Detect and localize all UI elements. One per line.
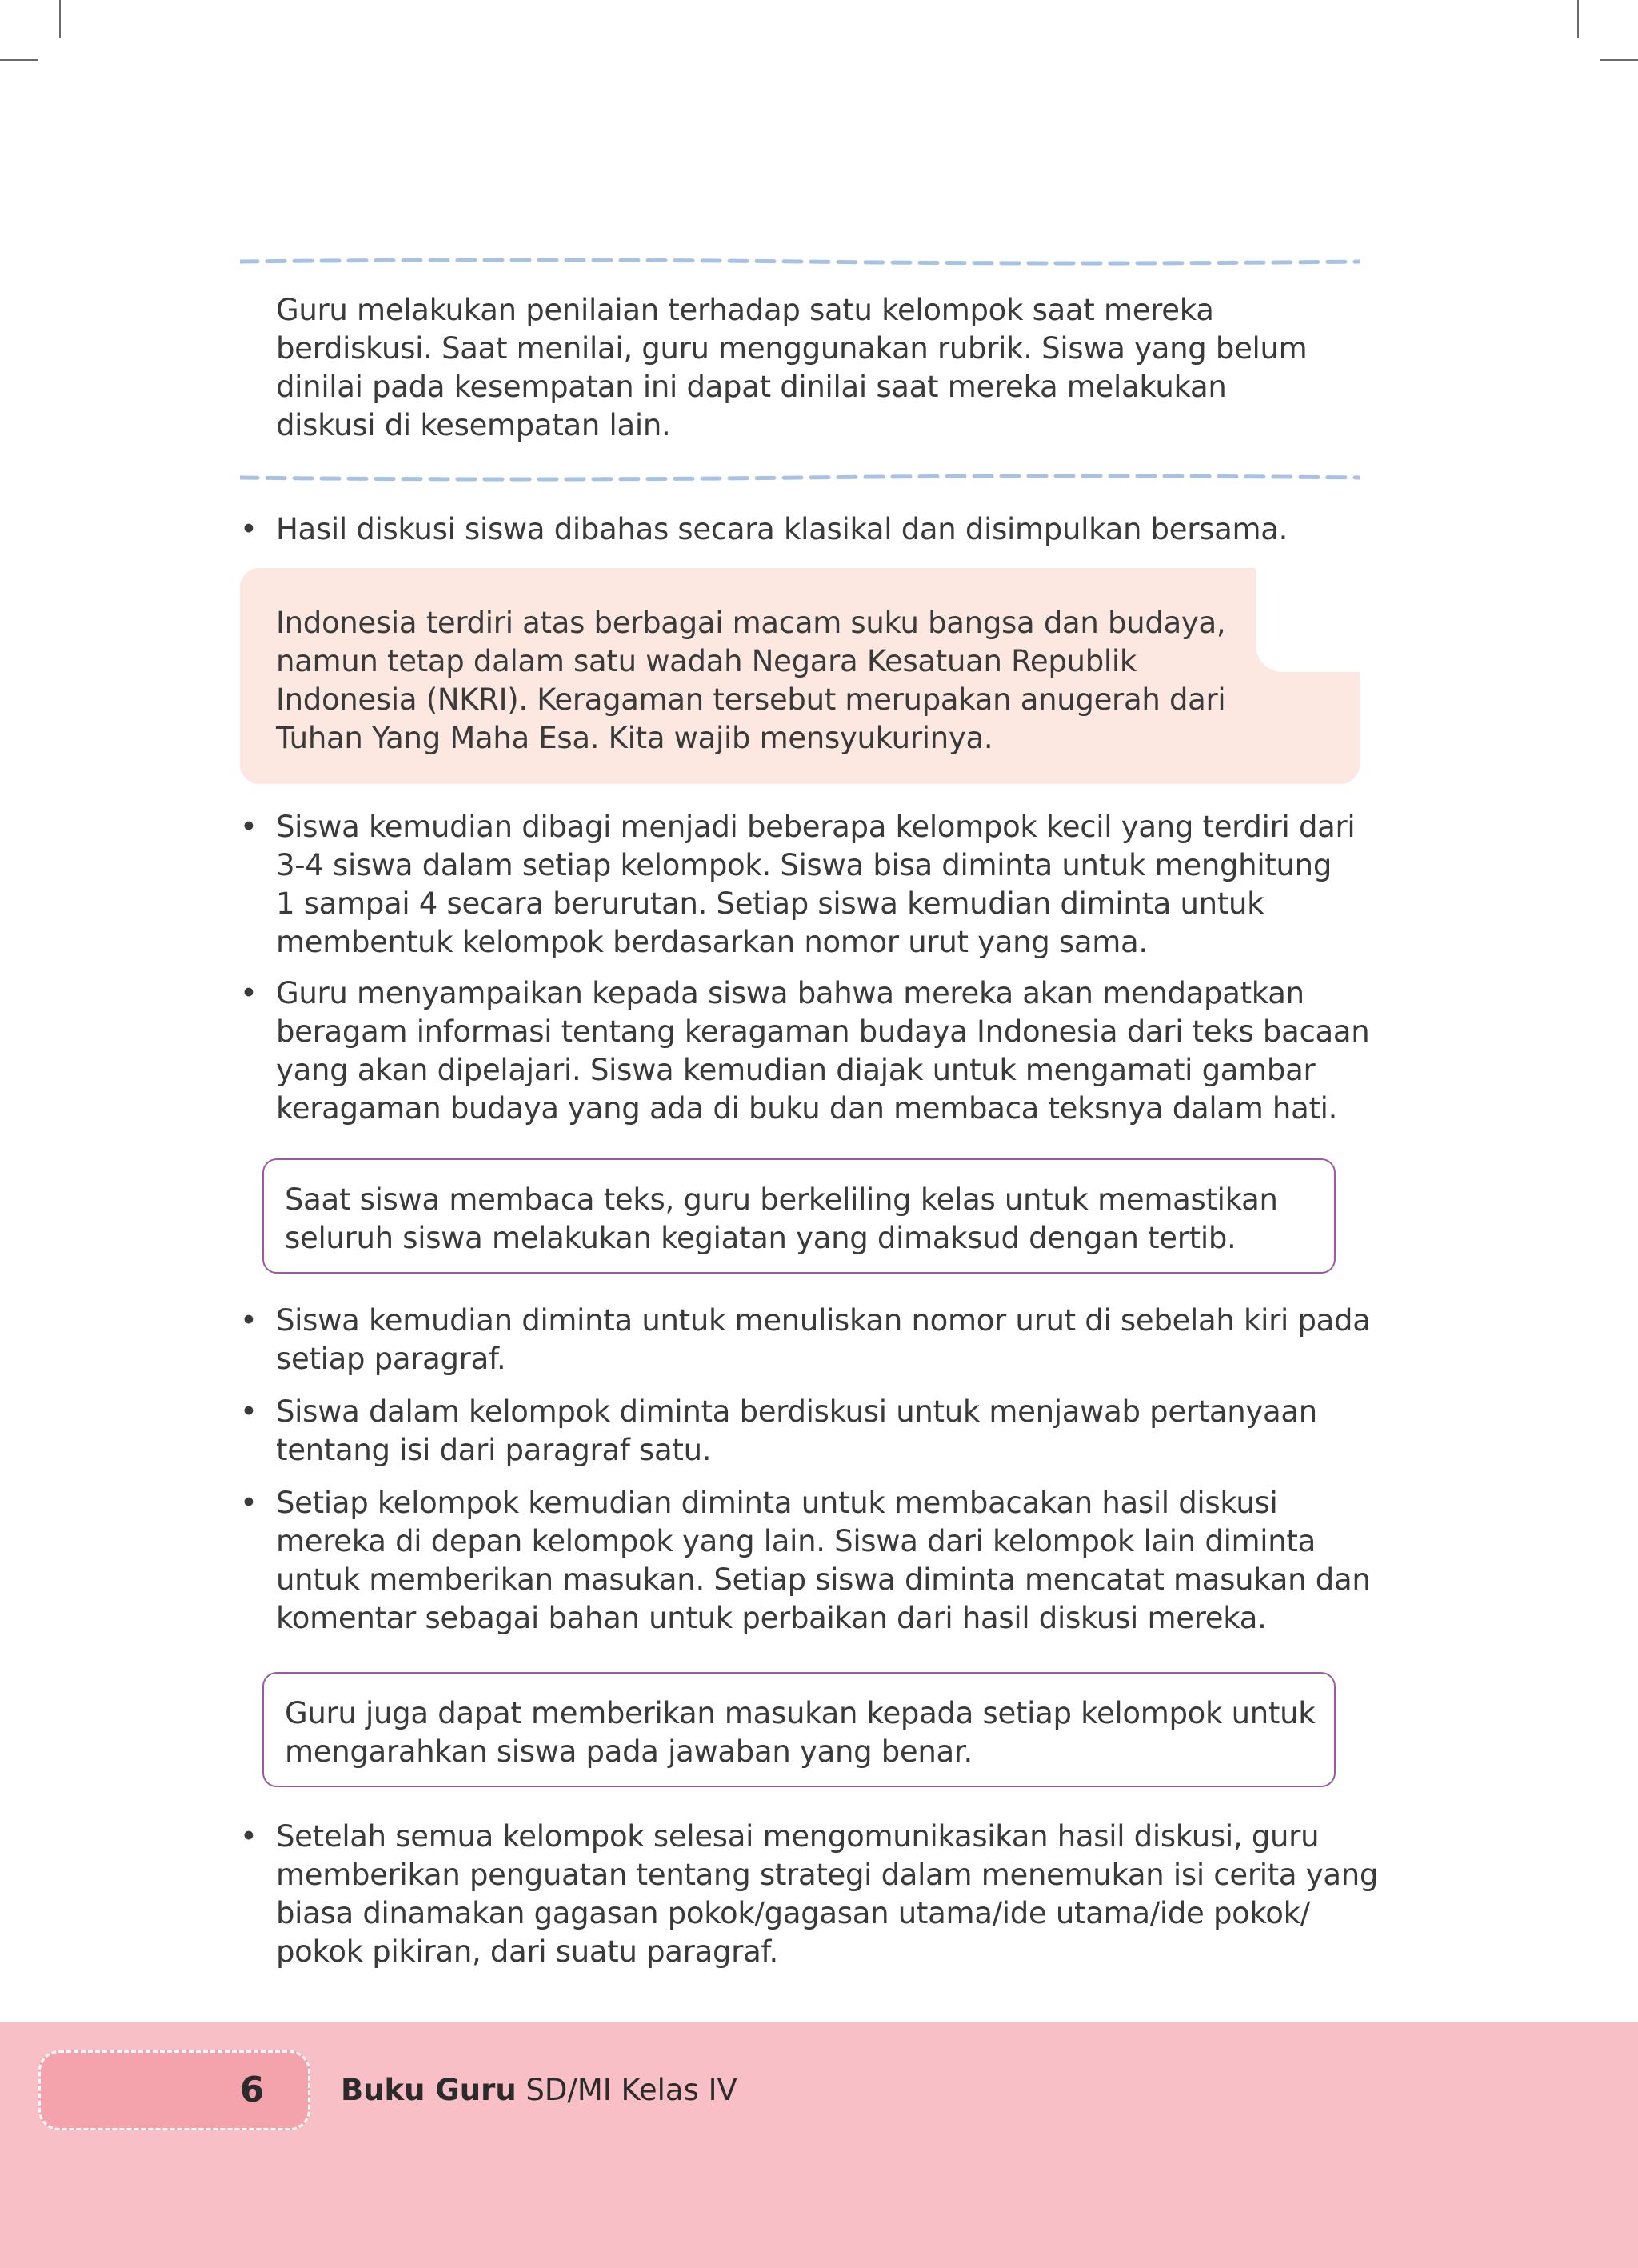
crop-mark <box>0 59 38 61</box>
list-item-text: Siswa dalam kelompok diminta berdiskusi untuk menjawab pertanyaan tentang isi dari paragraf satu. <box>276 1394 1317 1467</box>
bullet-icon: • <box>240 1303 258 1338</box>
book-title-rest: SD/MI Kelas IV <box>516 2073 737 2107</box>
list-item-text: Siswa kemudian dibagi menjadi beberapa kelompok kecil yang terdiri dari 3-4 siswa dalam setiap kelompok. Siswa bisa diminta untuk menghitung 1 sampai 4 secara berurutan. Setiap siswa kemudian diminta untuk membentuk kelompok berdasarkan nomor urut yang sama. <box>276 810 1356 959</box>
page-number: 6 <box>239 2070 265 2110</box>
list-item-text: Guru menyampaikan kepada siswa bahwa mereka akan mendapatkan beragam informasi tentang keragaman budaya Indonesia dari teks bacaan yang akan dipelajari. Siswa kemudian diajak untuk mengamati gambar keragaman budaya yang ada di buku dan membaca teksnya dalam hati. <box>276 976 1370 1126</box>
bullet-icon: • <box>240 512 258 546</box>
highlight-text: Indonesia terdiri atas berbagai macam suku bangsa dan budaya, namun tetap dalam satu wadah Negara Kesatuan Republik Indonesia (NKRI). Keragaman tersebut merupakan anugerah dari Tuhan Yang Maha Esa. Kita wajib mensyukurinya. <box>276 606 1226 755</box>
bullet-icon: • <box>240 810 258 844</box>
book-title-bold: Buku Guru <box>341 2073 517 2107</box>
crop-mark <box>59 0 61 38</box>
bullet-icon: • <box>240 1819 258 1854</box>
assessment-note: Guru melakukan penilaian terhadap satu kelompok saat mereka berdiskusi. Saat menilai, guru menggunakan rubrik. Siswa yang belum dinilai pada kesempatan ini dapat dinilai saat mereka melakukan diskusi di kesempatan lain. <box>276 293 1308 442</box>
list-item-text: Setiap kelompok kemudian diminta untuk membacakan hasil diskusi mereka di depan kelompok yang lain. Siswa dari kelompok lain diminta untuk memberikan masukan. Setiap siswa diminta mencatat masukan dan komentar sebagai bahan untuk perbaikan dari hasil diskusi mereka. <box>276 1486 1371 1635</box>
dashed-divider-bottom <box>240 474 1360 482</box>
teacher-note-text: Saat siswa membaca teks, guru berkeliling kelas untuk memastikan seluruh siswa melakukan kegiatan yang dimaksud dengan tertib. <box>285 1182 1278 1255</box>
teacher-note-text: Guru juga dapat memberikan masukan kepada setiap kelompok untuk mengarahkan siswa pada jawaban yang benar. <box>285 1696 1316 1769</box>
crop-mark <box>1577 0 1579 38</box>
bullet-icon: • <box>240 1394 258 1429</box>
list-item-text: Siswa kemudian diminta untuk menuliskan nomor urut di sebelah kiri pada setiap paragraf. <box>276 1303 1371 1376</box>
bullet-icon: • <box>240 976 258 1010</box>
crop-mark <box>1600 59 1638 61</box>
dashed-divider-top <box>240 258 1360 266</box>
book-title <box>341 2070 737 2110</box>
bullet-icon: • <box>240 1486 258 1520</box>
list-item-text: Hasil diskusi siswa dibahas secara klasikal dan disimpulkan bersama. <box>276 512 1288 546</box>
list-item-text: Setelah semua kelompok selesai mengomunikasikan hasil diskusi, guru memberikan penguatan tentang strategi dalam menemukan isi cerita yang biasa dinamakan gagasan pokok/gagasan utama/ide utama/ide pokok/ pokok pikiran, dari suatu paragraf. <box>276 1819 1379 1969</box>
